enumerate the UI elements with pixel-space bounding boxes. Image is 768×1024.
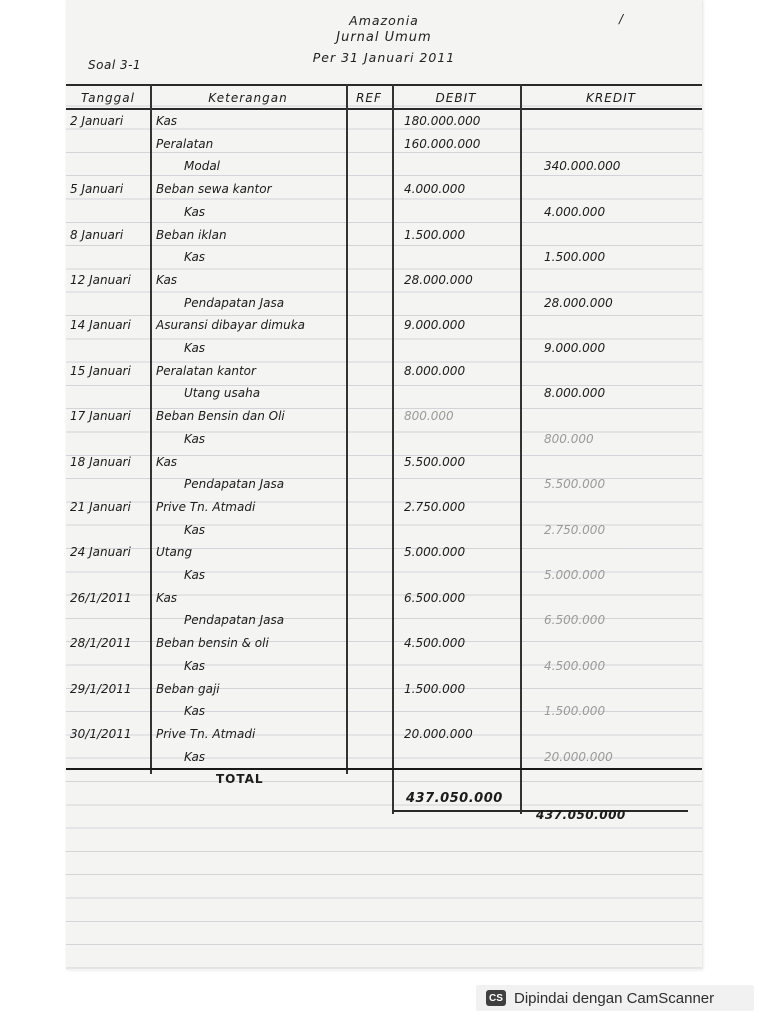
column-divider-date [150,84,152,774]
entry-debit: 20.000.000 [404,726,473,741]
entry-description: Pendapatan Jasa [184,295,285,310]
entry-debit: 4.000.000 [404,182,466,197]
entry-date: 2 Januari [70,114,124,128]
entry-description: Kas [156,454,178,469]
camscanner-watermark [476,985,754,1011]
entry-description: Kas [156,590,178,605]
header-description: Keterangan [208,91,288,105]
entry-description: Pendapatan Jasa [184,613,285,628]
entry-date: 29/1/2011 [70,681,132,696]
entry-description: Kas [156,114,178,128]
entry-description: Beban Bensin dan Oli [156,409,285,424]
entry-date: 14 Januari [70,318,131,333]
entry-debit: 800.000 [404,409,454,424]
entry-description: Asuransi dibayar dimuka [156,318,306,333]
entry-date: 8 Januari [70,227,124,242]
entry-description: Kas [184,749,206,764]
entry-description: Kas [184,250,206,265]
entry-date: 26/1/2011 [70,590,132,605]
entry-description: Kas [184,341,206,355]
entry-credit: 4.500.000 [544,658,606,673]
total-label: TOTAL [216,772,264,786]
exercise-label: Soal 3-1 [88,58,142,72]
entry-credit: 340.000.000 [544,159,621,174]
check-mark: / [619,12,624,26]
entry-debit: 1.500.000 [404,681,466,696]
entry-date: 18 Januari [70,454,131,469]
entry-description: Pendapatan Jasa [184,477,285,492]
total-top-rule [66,768,702,770]
entry-date: 21 Januari [70,499,131,514]
entry-description: Beban bensin & oli [156,636,269,651]
entry-credit: 4.000.000 [544,204,606,219]
header-ref: REF [356,91,382,105]
entry-debit: 180.000.000 [404,114,481,128]
table-top-rule [66,84,702,86]
entry-date: 17 Januari [70,409,131,424]
entry-date: 5 Januari [70,182,124,197]
entry-debit: 5.500.000 [404,454,466,469]
entry-description: Utang [156,545,193,560]
entry-description: Beban gaji [156,681,220,696]
column-divider-ref [392,84,394,814]
entry-description: Kas [184,522,206,537]
entry-date: 28/1/2011 [70,636,132,651]
entry-debit: 28.000.000 [404,272,473,287]
header-credit: KREDIT [586,91,636,105]
total-credit: 437.050.000 [536,808,626,822]
header-debit: DEBIT [435,91,477,105]
entry-debit: 9.000.000 [404,318,466,333]
entry-description: Utang usaha [184,386,261,401]
entry-debit: 8.000.000 [404,363,466,378]
entry-description: Kas [184,431,206,446]
entry-credit: 2.750.000 [544,522,606,537]
company-name: Amazonia [349,13,419,28]
entry-credit: 1.500.000 [544,250,606,265]
entry-credit: 28.000.000 [544,295,613,310]
camscanner-logo-icon: CS [486,990,506,1006]
entry-description: Prive Tn. Atmadi [156,726,256,741]
entry-description: Beban sewa kantor [156,182,272,197]
column-divider-desc [346,84,348,774]
entry-description: Kas [184,658,206,673]
entry-credit: 6.500.000 [544,613,606,628]
entry-credit: 9.000.000 [544,341,606,355]
entry-credit: 20.000.000 [544,749,613,764]
entry-date: 12 Januari [70,272,131,287]
camscanner-text: Dipindai dengan CamScanner [514,989,715,1007]
entry-debit: 160.000.000 [404,136,481,151]
entry-description: Peralatan [156,136,214,151]
entry-description: Kas [184,704,206,719]
header-date: Tanggal [81,91,135,105]
entry-credit: 5.000.000 [544,568,606,582]
column-divider-debit [520,84,522,814]
entry-date: 15 Januari [70,363,131,378]
entry-description: Kas [184,204,206,219]
entry-description: Prive Tn. Atmadi [156,499,256,514]
entry-credit: 8.000.000 [544,386,606,401]
journal-period: Per 31 Januari 2011 [312,50,456,65]
entry-description: Modal [184,159,220,174]
entry-description: Beban iklan [156,227,227,242]
entry-debit: 1.500.000 [404,227,466,242]
entry-credit: 800.000 [544,431,594,446]
entry-description: Kas [156,272,178,287]
entry-description: Kas [184,568,206,582]
journal-title: Jurnal Umum [336,30,432,45]
entry-debit: 5.000.000 [404,545,466,560]
entry-debit: 6.500.000 [404,590,466,605]
entry-debit: 4.500.000 [404,636,466,651]
entry-date: 24 Januari [70,545,131,560]
entry-date: 30/1/2011 [70,726,132,741]
total-debit: 437.050.000 [406,791,503,806]
notebook-page [66,0,702,970]
header-bottom-rule [66,108,702,110]
entry-credit: 5.500.000 [544,477,606,492]
entry-description: Peralatan kantor [156,363,256,378]
entry-credit: 1.500.000 [544,704,606,719]
entry-debit: 2.750.000 [404,499,466,514]
